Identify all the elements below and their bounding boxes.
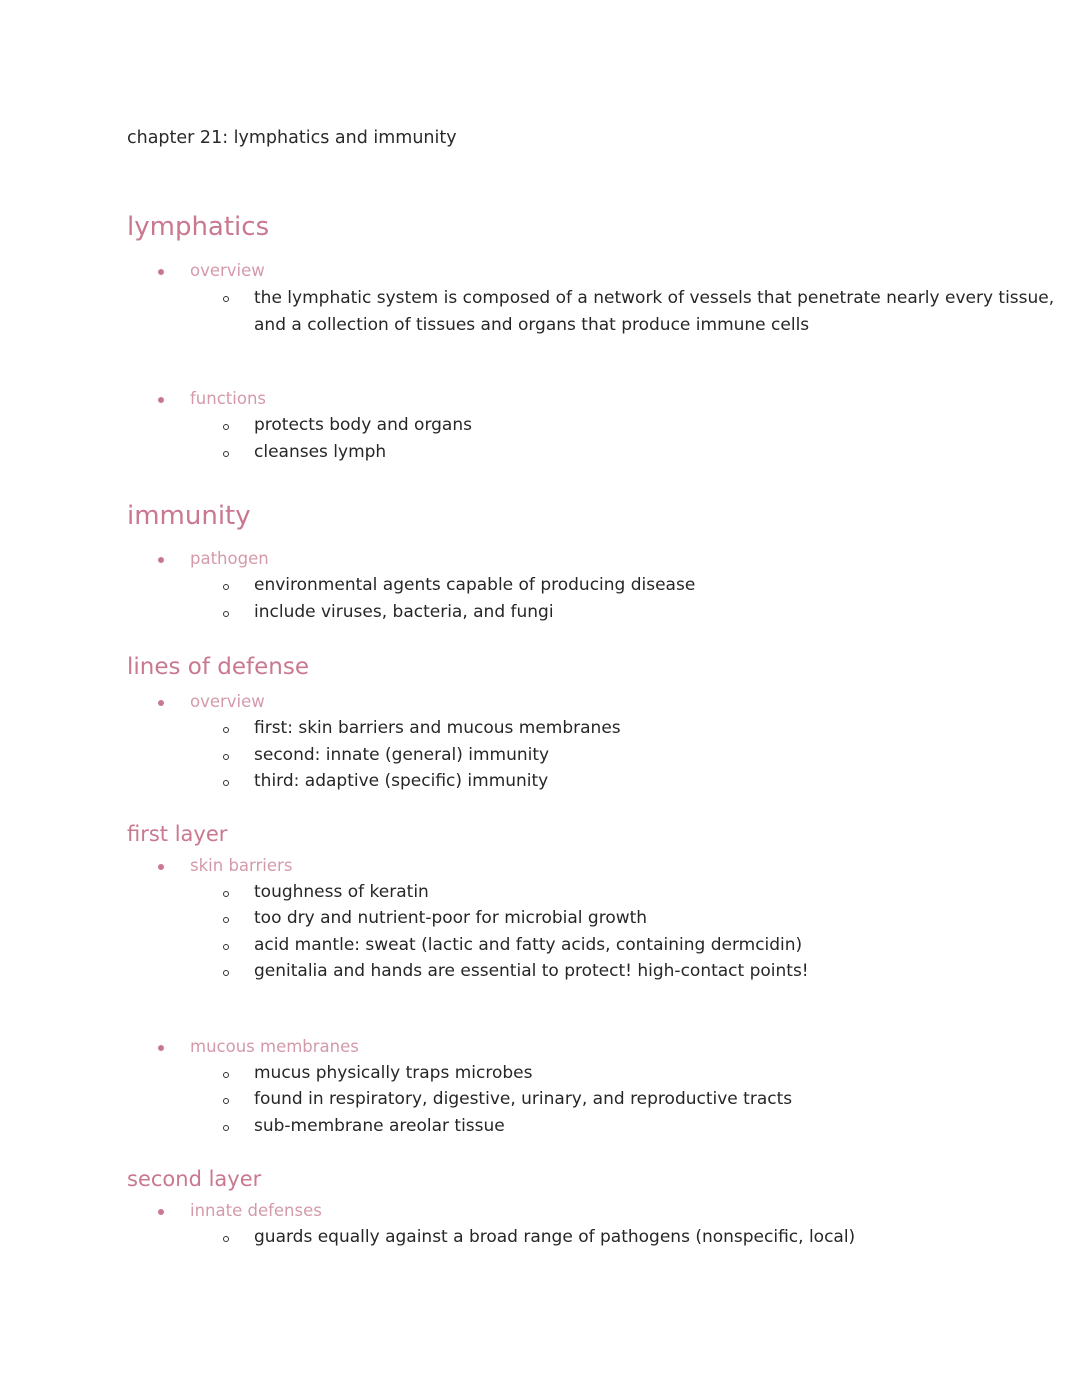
circle-bullet-icon: [223, 917, 229, 923]
circle-bullet-icon: [223, 1236, 229, 1242]
bullet-icon: [158, 557, 164, 563]
circle-bullet-icon: [223, 727, 229, 733]
list-item: toughness of keratin: [254, 882, 429, 902]
label-defense-overview: overview: [190, 692, 265, 711]
heading-immunity: immunity: [127, 501, 251, 531]
list-item: acid mantle: sweat (lactic and fatty acids, containing dermcidin): [254, 935, 803, 955]
label-innate-defenses: innate defenses: [190, 1201, 322, 1220]
circle-bullet-icon: [223, 611, 229, 617]
circle-bullet-icon: [223, 944, 229, 950]
label-lymphatics-overview: overview: [190, 261, 265, 280]
bullet-icon: [158, 1045, 164, 1051]
circle-bullet-icon: [223, 296, 229, 302]
circle-bullet-icon: [223, 1098, 229, 1104]
list-item: too dry and nutrient-poor for microbial growth: [254, 908, 648, 928]
list-item: environmental agents capable of producing disease: [254, 575, 696, 595]
list-item: protects body and organs: [254, 415, 472, 435]
circle-bullet-icon: [223, 970, 229, 976]
heading-lymphatics: lymphatics: [127, 212, 270, 242]
bullet-icon: [158, 864, 164, 870]
circle-bullet-icon: [223, 754, 229, 760]
circle-bullet-icon: [223, 424, 229, 430]
label-mucous-membranes: mucous membranes: [190, 1037, 359, 1056]
heading-second-layer: second layer: [127, 1167, 262, 1191]
list-item: first: skin barriers and mucous membranes: [254, 718, 621, 738]
circle-bullet-icon: [223, 891, 229, 897]
list-item: sub-membrane areolar tissue: [254, 1116, 505, 1136]
circle-bullet-icon: [223, 780, 229, 786]
list-item: the lymphatic system is composed of a network of vessels that penetrate nearly every tissue, and a collection of tissues and organs that produce immune cells: [254, 288, 1055, 335]
list-item: third: adaptive (specific) immunity: [254, 771, 549, 791]
circle-bullet-icon: [223, 584, 229, 590]
label-functions: functions: [190, 389, 266, 408]
list-item: second: innate (general) immunity: [254, 745, 550, 765]
circle-bullet-icon: [223, 1072, 229, 1078]
bullet-icon: [158, 1209, 164, 1215]
bullet-icon: [158, 700, 164, 706]
list-item: guards equally against a broad range of pathogens (nonspecific, local): [254, 1227, 856, 1247]
circle-bullet-icon: [223, 1125, 229, 1131]
list-item: found in respiratory, digestive, urinary, and reproductive tracts: [254, 1089, 793, 1109]
heading-lines-of-defense: lines of defense: [127, 654, 309, 680]
circle-bullet-icon: [223, 451, 229, 457]
label-pathogen: pathogen: [190, 549, 269, 568]
heading-first-layer: first layer: [127, 822, 228, 846]
list-item: mucus physically traps microbes: [254, 1063, 533, 1083]
list-item: include viruses, bacteria, and fungi: [254, 602, 554, 622]
bullet-icon: [158, 397, 164, 403]
list-item: cleanses lymph: [254, 442, 387, 462]
label-skin-barriers: skin barriers: [190, 856, 293, 875]
bullet-icon: [158, 269, 164, 275]
page-title: chapter 21: lymphatics and immunity: [127, 128, 457, 148]
list-item: genitalia and hands are essential to protect! high-contact points!: [254, 961, 809, 981]
